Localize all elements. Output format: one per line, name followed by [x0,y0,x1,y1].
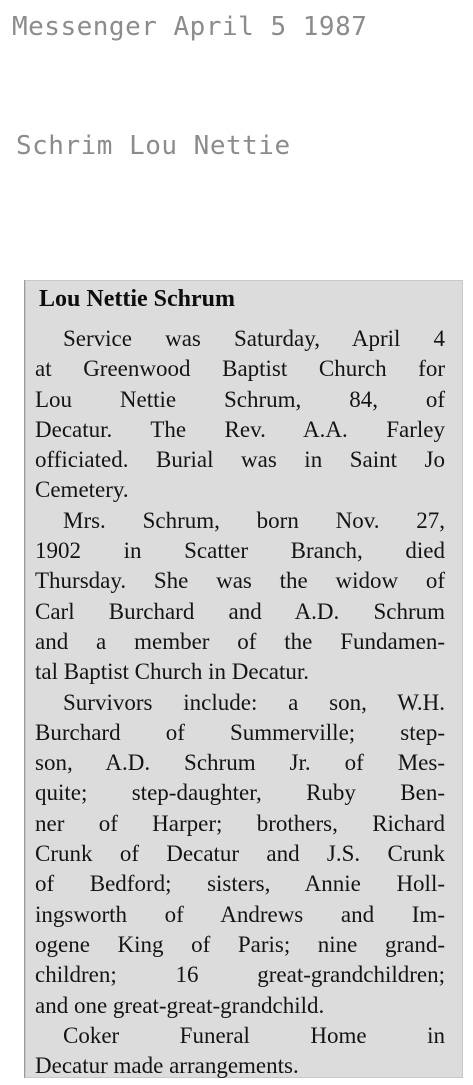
filed-name-label: Schrim Lou Nettie [16,131,291,161]
text-line: and a member of the Fundamen- [35,628,445,654]
text-line: Cemetery. [35,477,129,503]
text-line: Thursday. She was the widow of [35,568,445,594]
text-line: Crunk of Decatur and J.S. Crunk [35,841,445,867]
obituary-paragraph-biography [35,506,445,688]
text-line: Decatur made arrangements. [35,1053,299,1079]
text-line: ner of Harper; brothers, Richard [35,810,445,836]
obituary-clipping [24,280,463,1078]
text-line: Coker Funeral Home in [63,1022,445,1048]
obituary-paragraph-arrangements [35,1021,445,1082]
text-line: 1902 in Scatter Branch, died [35,538,445,564]
text-line: Mrs. Schrum, born Nov. 27, [63,507,445,533]
text-line: Burchard of Summerville; step- [35,719,445,745]
obituary-paragraph-service [35,324,445,506]
obituary-body [35,282,445,1081]
text-line: ingsworth of Andrews and Im- [35,901,445,927]
text-line: Lou Nettie Schrum, 84, of [35,386,445,412]
text-line: quite; step-daughter, Ruby Ben- [35,780,445,806]
text-line: Decatur. The Rev. A.A. Farley [35,416,445,442]
text-line: son, A.D. Schrum Jr. of Mes- [35,750,445,776]
text-line: and one great-great-grandchild. [35,992,325,1018]
text-line: ogene King of Paris; nine grand- [35,931,445,957]
newspaper-source-date: Messenger April 5 1987 [12,12,368,42]
text-line: Service was Saturday, April 4 [63,326,445,351]
obituary-headline: Lou Nettie Schrum [39,286,235,312]
obituary-paragraph-survivors [35,688,445,1021]
text-line: Survivors include: a son, W.H. [63,689,445,715]
text-line: tal Baptist Church in Decatur. [35,659,310,685]
text-line: of Bedford; sisters, Annie Holl- [35,871,445,897]
text-line: Carl Burchard and A.D. Schrum [35,598,445,624]
text-line: children; 16 great-grandchildren; [35,962,445,988]
text-line: officiated. Burial was in Saint Jo [35,447,445,473]
text-line: at Greenwood Baptist Church for [35,356,445,382]
